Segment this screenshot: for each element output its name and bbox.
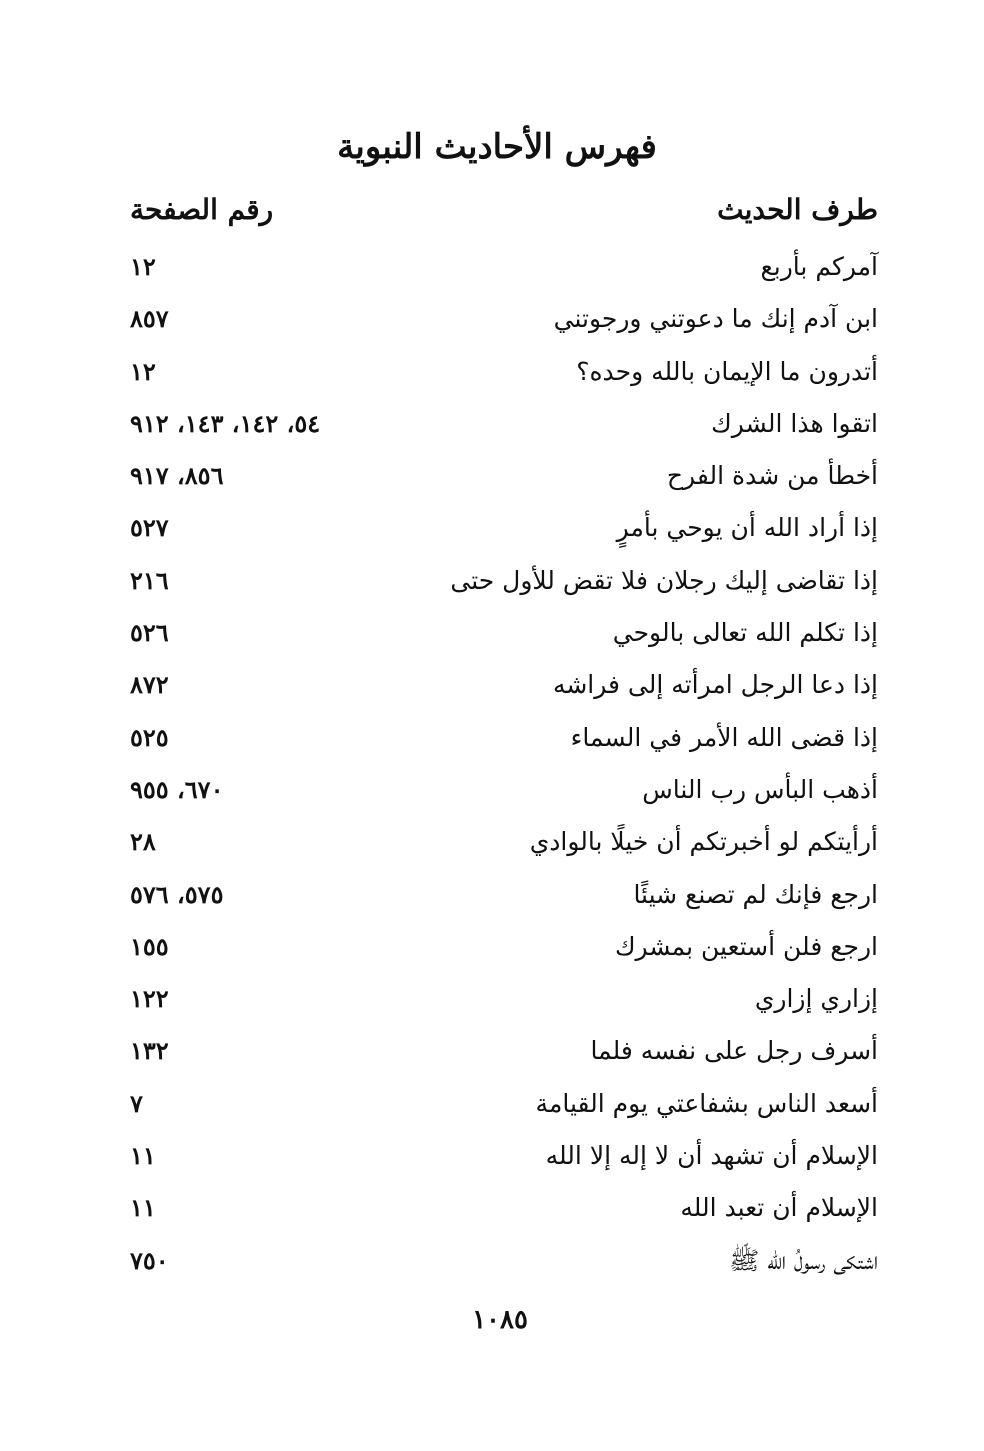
hadith-index-list xyxy=(0,243,984,1289)
page-references: ٢٨ xyxy=(130,827,156,857)
hadith-text: إذا تكلم الله تعالى بالوحي xyxy=(612,618,878,648)
index-entry xyxy=(0,295,984,347)
hadith-text: أذهب البأس رب الناس xyxy=(642,774,878,804)
page-references: ٥٧٥، ٥٧٦ xyxy=(130,879,224,909)
page-references: ١١ xyxy=(130,1193,156,1223)
hadith-text: أخطأ من شدة الفرح xyxy=(666,461,878,491)
index-entry xyxy=(0,975,984,1027)
index-entry xyxy=(0,766,984,818)
index-entry xyxy=(0,714,984,766)
page-references: ٨٥٦، ٩١٧ xyxy=(130,461,224,491)
page-references: ٥٢٦ xyxy=(130,618,169,648)
hadith-text: أسرف رجل على نفسه فلما xyxy=(590,1036,878,1066)
page-references: ٨٧٢ xyxy=(130,670,169,700)
hadith-text: اشتكى رسولُ الله ﷺ xyxy=(729,1245,878,1275)
index-entry xyxy=(0,661,984,713)
page-references: ١٢ xyxy=(130,356,156,386)
page-references: ٥٢٧ xyxy=(130,513,169,543)
index-entry xyxy=(0,557,984,609)
page-references: ٦٧٠، ٩٥٥ xyxy=(130,774,224,804)
index-entry xyxy=(0,348,984,400)
index-entry xyxy=(0,1027,984,1079)
page-references: ١١ xyxy=(130,1141,156,1171)
hadith-text: آمركم بأربع xyxy=(760,252,878,281)
index-entry xyxy=(0,400,984,452)
index-entry xyxy=(0,1184,984,1236)
page-references: ٧ xyxy=(130,1088,143,1118)
hadith-text: إزاري إزاري xyxy=(754,984,878,1014)
hadith-text: إذا دعا الرجل امرأته إلى فراشه xyxy=(552,670,878,700)
page-references: ٧٥٠ xyxy=(130,1245,169,1275)
page-number: ١٠٨٥ xyxy=(472,1305,528,1335)
hadith-text: إذا تقاضى إليك رجلان فلا تقض للأول حتى xyxy=(450,565,878,595)
page-references: ٨٥٧ xyxy=(130,304,169,334)
index-entry xyxy=(0,609,984,661)
index-entry xyxy=(0,923,984,975)
page-references: ٥٢٥ xyxy=(130,722,169,752)
hadith-text: أتدرون ما الإيمان بالله وحده؟ xyxy=(576,356,878,386)
page-title: فهرس الأحاديث النبوية xyxy=(337,127,657,167)
hadith-text: إذا أراد الله أن يوحي بأمرٍ xyxy=(616,513,878,543)
hadith-text: الإسلام أن تشهد أن لا إله إلا الله xyxy=(545,1141,878,1171)
index-entry xyxy=(0,818,984,870)
page-references: ٢١٦ xyxy=(130,565,169,595)
index-entry xyxy=(0,452,984,504)
page-references: ١٣٢ xyxy=(130,1036,169,1066)
index-entry xyxy=(0,1080,984,1132)
page-references: ١٢ xyxy=(130,252,156,281)
page-references: ١٥٥ xyxy=(130,931,169,961)
page-references: ١٢٢ xyxy=(130,984,169,1014)
index-entry xyxy=(0,243,984,295)
index-entry xyxy=(0,504,984,556)
page-number-column-header: رقم الصفحة xyxy=(130,193,274,226)
hadith-text: أسعد الناس بشفاعتي يوم القيامة xyxy=(535,1088,878,1118)
page-references: ٥٤، ١٤٢، ١٤٣، ٩١٢ xyxy=(130,408,321,438)
index-entry xyxy=(0,1237,984,1289)
index-entry xyxy=(0,871,984,923)
hadith-text: ارجع فلن أستعين بمشرك xyxy=(614,931,878,961)
hadith-text: ارجع فإنك لم تصنع شيئًا xyxy=(633,879,878,909)
hadith-text: ابن آدم إنك ما دعوتني ورجوتني xyxy=(553,304,878,334)
hadith-text: اتقوا هذا الشرك xyxy=(711,408,878,438)
hadith-text: إذا قضى الله الأمر في السماء xyxy=(570,722,878,752)
hadith-text: أرأيتكم لو أخبرتكم أن خيلًا بالوادي xyxy=(529,827,878,857)
hadith-text: الإسلام أن تعبد الله xyxy=(680,1193,878,1223)
hadith-column-header: طرف الحديث xyxy=(717,193,878,226)
index-entry xyxy=(0,1132,984,1184)
